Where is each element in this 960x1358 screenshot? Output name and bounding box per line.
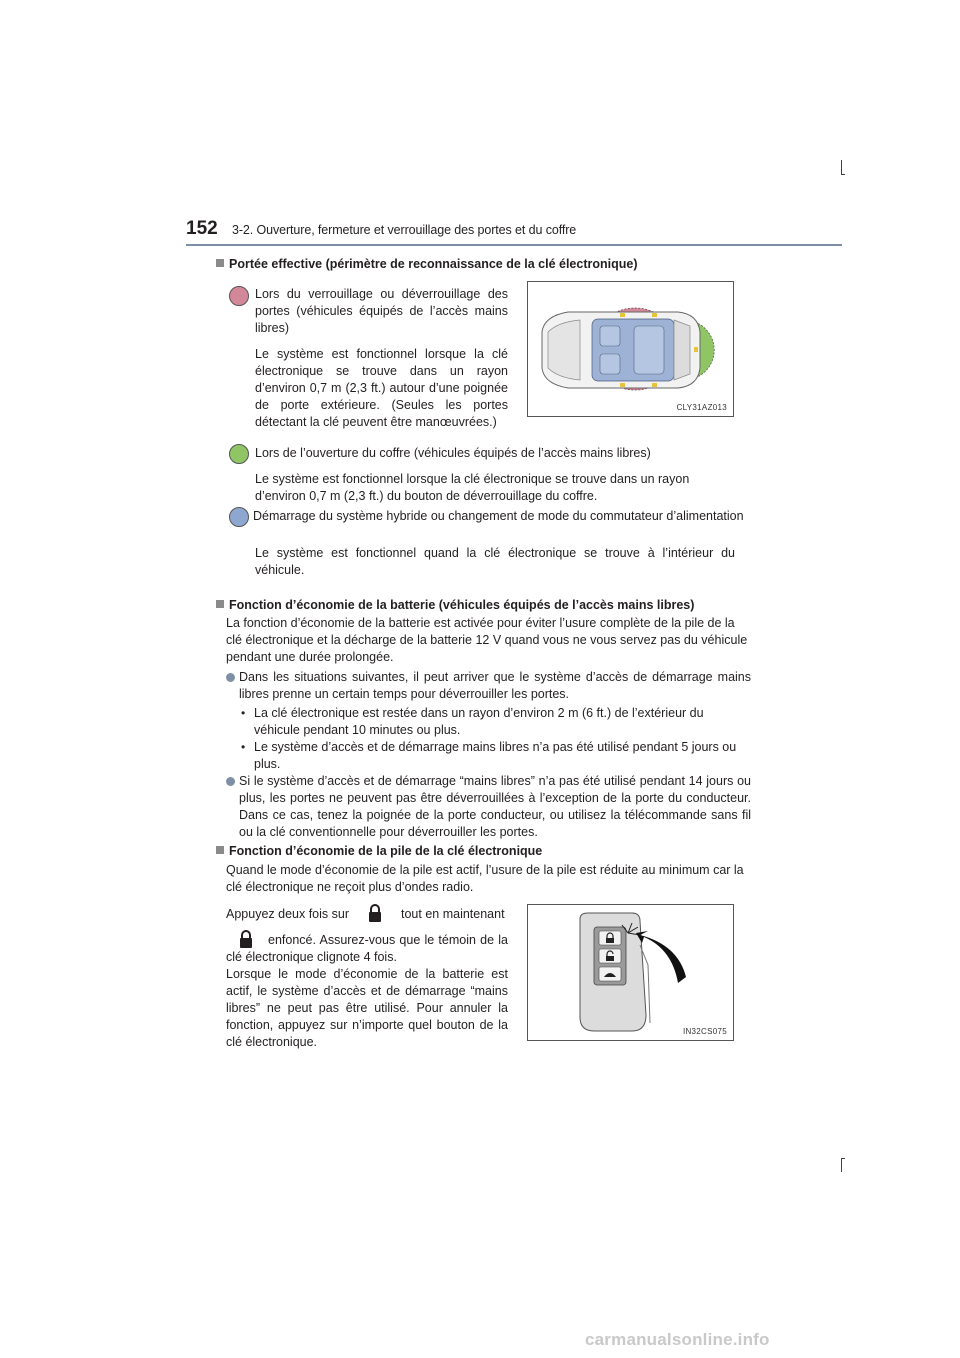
section-heading-key-battery: Fonction d’économie de la pile de la clé électronique <box>216 843 836 860</box>
bullet-dot-icon <box>226 673 235 682</box>
figure-code: CLY31AZ013 <box>676 403 727 412</box>
section-heading-range: Portée effective (périmètre de reconnaissance de la clé électronique) <box>216 256 836 273</box>
figure-code: IN32CS075 <box>682 1027 727 1036</box>
seat <box>600 326 620 346</box>
crop-mark <box>841 174 845 175</box>
sub-bullet-icon: • <box>241 706 246 720</box>
page-number: 152 <box>186 218 218 239</box>
car-hood <box>548 320 580 380</box>
item3-label: Démarrage du système hybride ou changement de mode du commutateur d’alimentation <box>253 509 744 523</box>
item2-label: Lors de l’ouverture du coffre (véhicules équipés de l’accès mains libres) <box>255 446 651 460</box>
instruction-part1: Appuyez deux fois sur <box>226 907 349 921</box>
sub2-text: Le système d’accès et de démarrage mains libres n’a pas été utilisé pendant 5 jours ou plus. <box>254 740 737 771</box>
item2-desc: Le système est fonctionnel lorsque la clé électronique se trouve dans un rayon d’environ 0,7 m (2,3 ft.) du bouton de déverrouillage du coffre. <box>255 472 690 503</box>
blue-zone-marker-icon <box>229 507 249 527</box>
trunk-button-marker <box>694 347 698 352</box>
battery-saving-intro: La fonction d’économie de la batterie est activée pour éviter l’usure complète de la pile de la clé électronique et la décharge de la batterie 12 V quand vous ne vous servez pas du véhicule pendant une durée prolongée. <box>226 616 748 664</box>
crop-mark <box>841 1158 845 1159</box>
crop-mark <box>841 1158 842 1172</box>
rear-seat <box>634 326 664 374</box>
instruction-part2: tout en maintenant <box>401 907 505 921</box>
key-fob-illustration <box>528 905 733 1040</box>
bullet-dot-icon <box>226 777 235 786</box>
seat <box>600 354 620 374</box>
item1-label: Lors du verrouillage ou déverrouillage des portes (véhicules équipés de l’accès mains libres) <box>255 287 508 335</box>
section-heading-battery-saving: Fonction d’économie de la batterie (véhicules équipés de l’accès mains libres) <box>216 597 836 614</box>
range-figure <box>527 281 734 417</box>
handle-marker <box>652 313 657 317</box>
sub-bullet-icon: • <box>241 740 246 754</box>
square-bullet-icon <box>216 846 224 854</box>
bullet2-text: Si le système d’accès et de démarrage “mains libres” n’a pas été utilisé pendant 14 jours ou plus, les portes ne peuvent pas être déverrouillées à l’exception de la porte du conducteur. Dans ce cas, tenez la poignée de la porte conducteur, ou utilisez la télécommande sans fil ou la clé conventionnelle pour déverrouiller les portes. <box>239 774 751 839</box>
lock-icon <box>366 903 384 923</box>
bullet1-text: Dans les situations suivantes, il peut arriver que le système d’accès de démarrage mains libres prenne un certain temps pour déverrouiller les portes. <box>239 670 751 701</box>
item1-desc: Le système est fonctionnel lorsque la clé électronique se trouve dans un rayon d’environ 0,7 m (2,3 ft.) autour d’une poignée de porte extérieure. (Seules les portes détectant la clé peuvent être manœuvrées.) <box>255 347 508 429</box>
section-title: 3-2. Ouverture, fermeture et verrouillage des portes et du coffre <box>232 223 577 237</box>
key-battery-intro: Quand le mode d’économie de la pile est actif, l’usure de la pile est réduite au minimum car la clé électronique ne reçoit plus d’ondes radio. <box>226 863 744 894</box>
key-fob-figure <box>527 904 734 1041</box>
red-zone-marker-icon <box>229 286 249 306</box>
handle-marker <box>652 383 657 387</box>
car-range-diagram <box>528 282 733 416</box>
header-rule <box>186 244 842 246</box>
square-bullet-icon <box>216 259 224 267</box>
watermark: carmanualsonline.info <box>585 1330 770 1349</box>
instruction-part4: Lorsque le mode d’économie de la batterie est actif, le système d’accès et de démarrage “mains libres” ne peut pas être utilisé. Pour annuler la fonction, appuyez sur n’importe quel bouton de la clé électronique. <box>226 967 508 1049</box>
square-bullet-icon <box>216 600 224 608</box>
green-zone-marker-icon <box>229 444 249 464</box>
crop-mark <box>841 160 842 174</box>
handle-marker <box>620 313 625 317</box>
handle-marker <box>620 383 625 387</box>
rear-window <box>674 320 690 380</box>
instruction-part3: enfoncé. Assurez-vous que le témoin de la clé électronique clignote 4 fois. <box>226 933 508 964</box>
item3-desc: Le système est fonctionnel quand la clé électronique se trouve à l’intérieur du véhicule. <box>255 546 735 577</box>
sub1-text: La clé électronique est restée dans un rayon d’environ 2 m (6 ft.) de l’extérieur du véhicule pendant 10 minutes ou plus. <box>254 706 704 737</box>
